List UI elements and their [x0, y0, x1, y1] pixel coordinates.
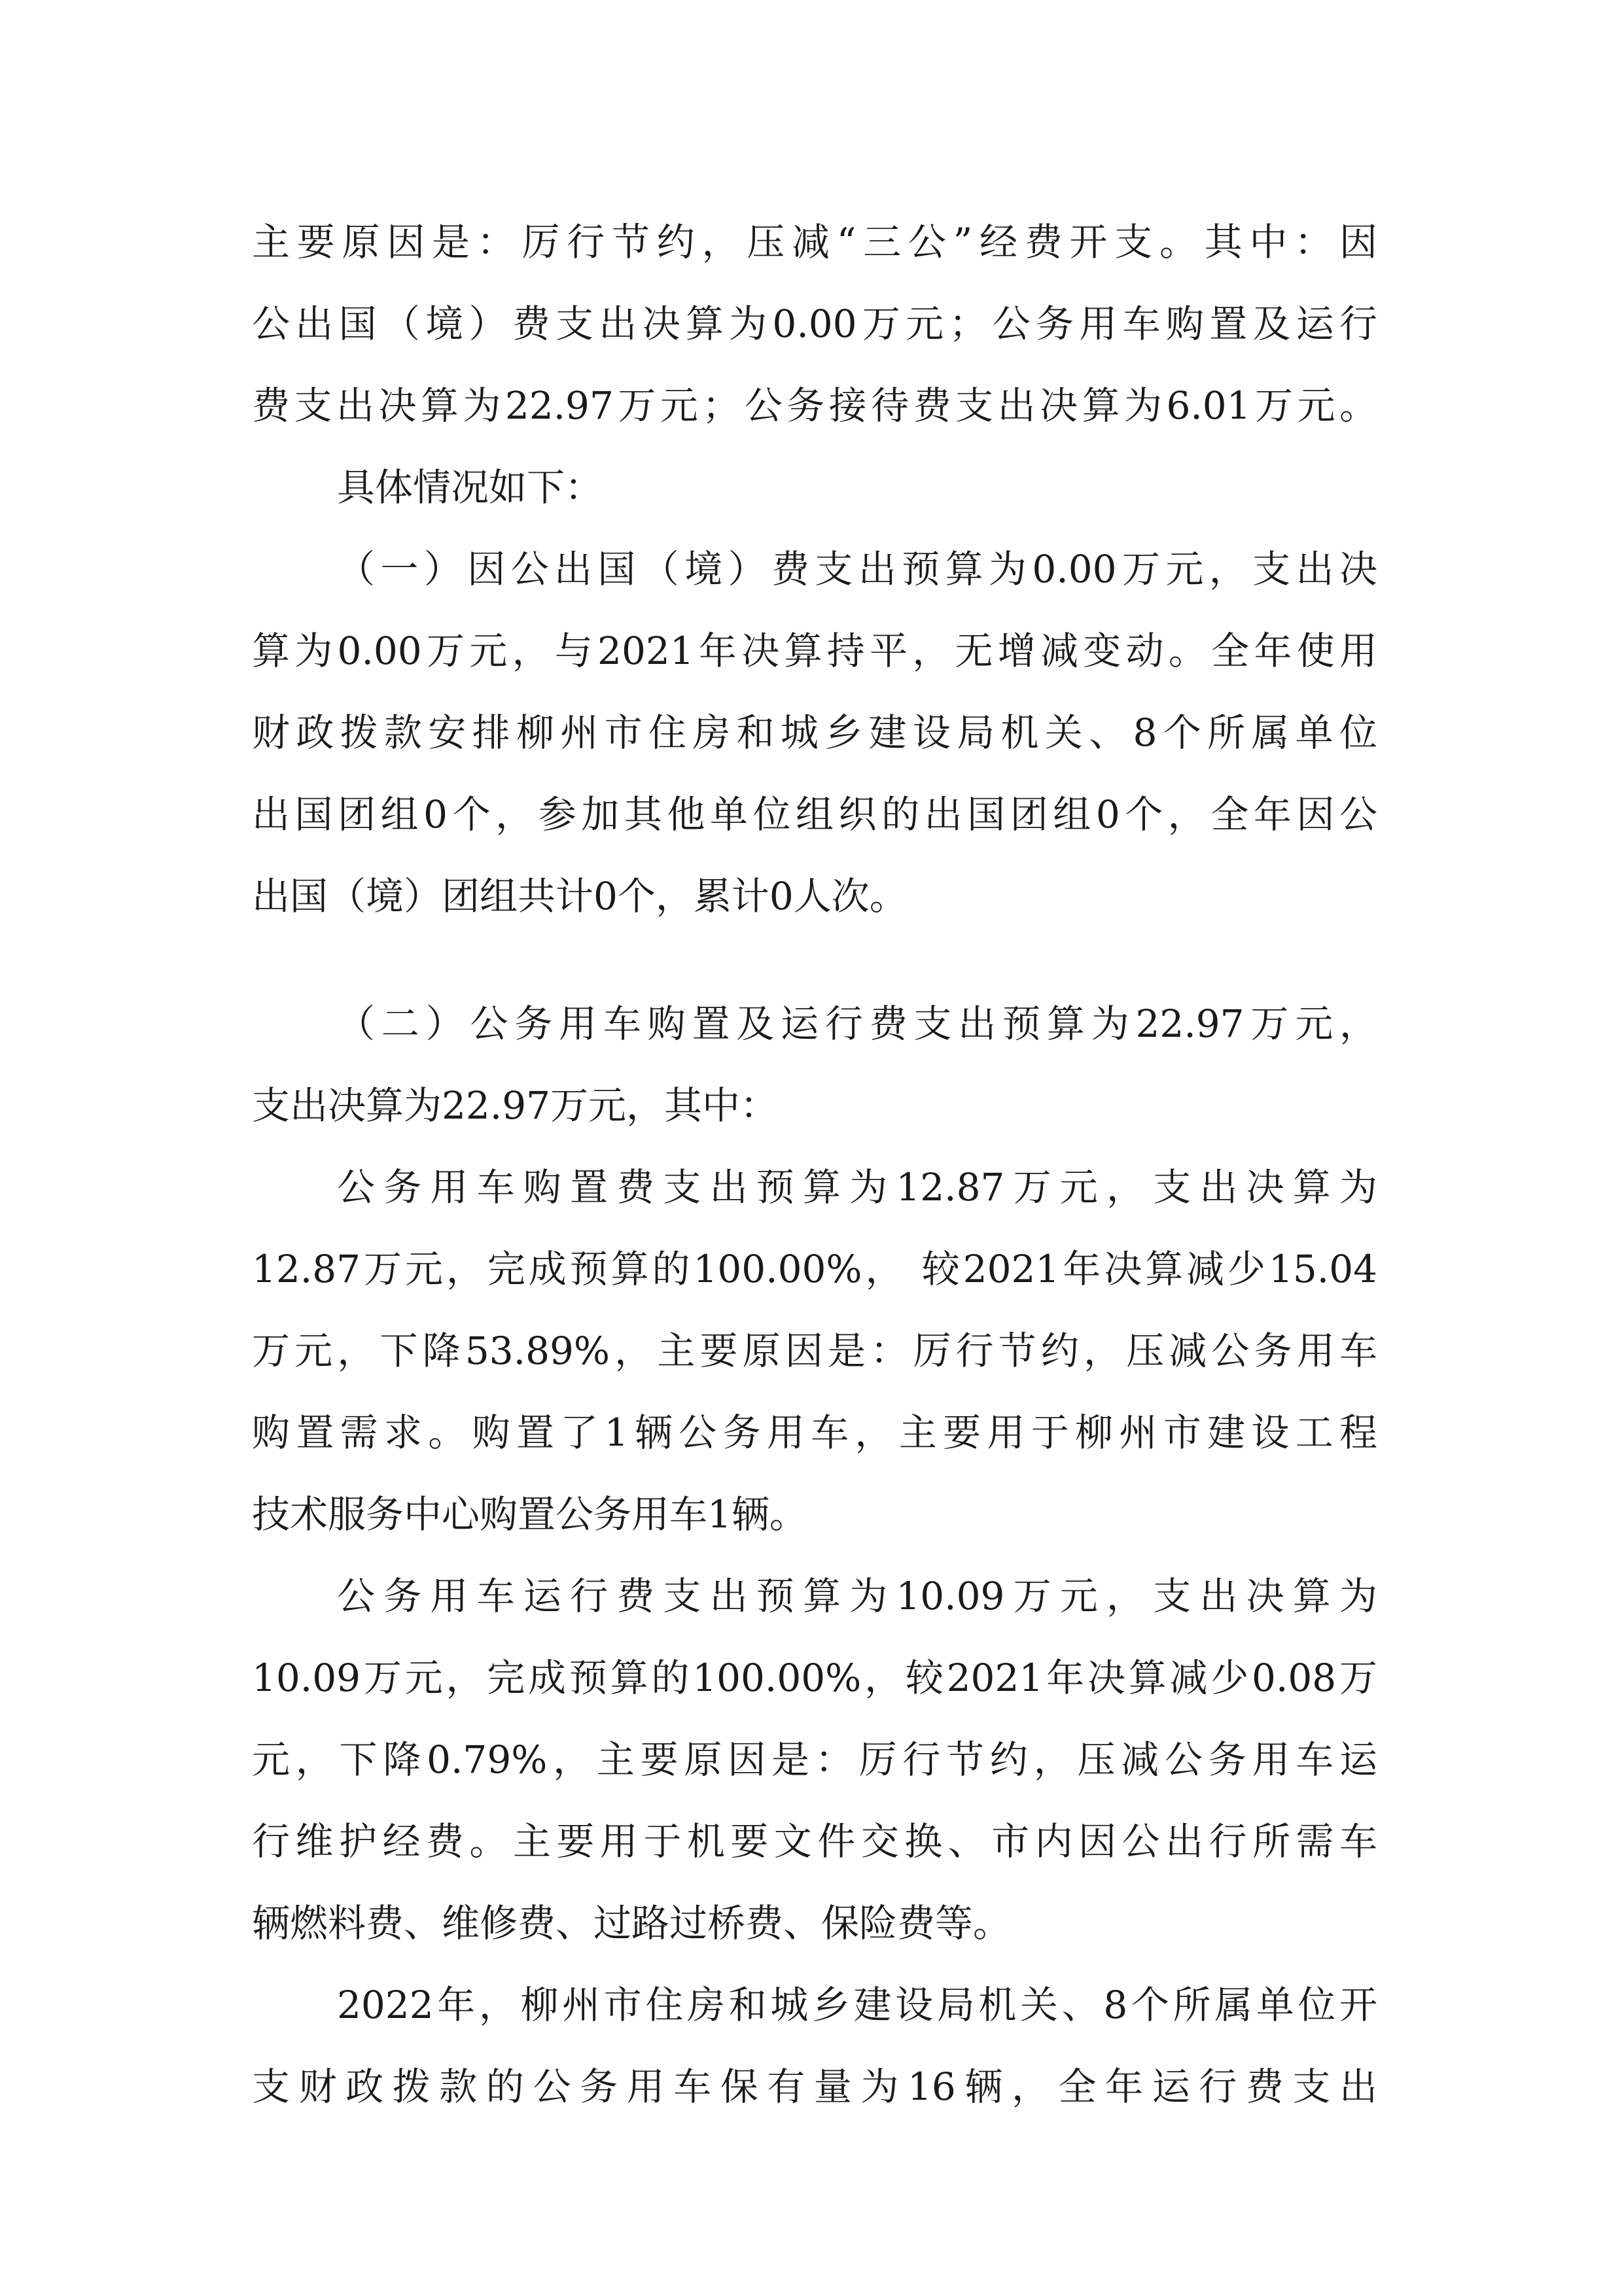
paragraph-line: （一）因公出国（境）费支出预算为0.00万元，支出决: [337, 547, 1377, 591]
paragraph-line: 主要原因是：厉行节约，压减“三公”经费开支。其中：因: [252, 220, 1377, 264]
paragraph-line: 支财政拨款的公务用车保有量为16辆，全年运行费支出: [252, 2064, 1377, 2109]
paragraph-line: 算为0.00万元，与2021年决算持平，无增减变动。全年使用: [252, 629, 1377, 673]
paragraph-line: 公务用车购置费支出预算为12.87万元，支出决算为: [337, 1165, 1377, 1209]
paragraph-line: 12.87万元，完成预算的100.00%， 较2021年决算减少15.04: [252, 1247, 1377, 1291]
paragraph-line: 具体情况如下：: [337, 465, 603, 510]
paragraph-line: 费支出决算为22.97万元；公务接待费支出决算为6.01万元。: [252, 383, 1377, 428]
paragraph-line: 支出决算为22.97万元，其中：: [252, 1083, 779, 1128]
paragraph-line: 2022年，柳州市住房和城乡建设局机关、8个所属单位开: [337, 1983, 1377, 2027]
paragraph-line: 购置需求。购置了1辆公务用车，主要用于柳州市建设工程: [252, 1410, 1377, 1455]
paragraph-line: （二）公务用车购置及运行费支出预算为22.97万元，: [337, 1001, 1377, 1046]
paragraph-line: 辆燃料费、维修费、过路过桥费、保险费等。: [252, 1901, 1012, 1945]
paragraph-line: 元，下降0.79%，主要原因是：厉行节约，压减公务用车运: [252, 1737, 1377, 1782]
paragraph-line: 公出国（境）费支出决算为0.00万元；公务用车购置及运行: [252, 302, 1377, 346]
paragraph-line: 出国（境）团组共计0个，累计0人次。: [252, 874, 908, 918]
paragraph-line: 财政拨款安排柳州市住房和城乡建设局机关、8个所属单位: [252, 710, 1377, 755]
paragraph-line: 行维护经费。主要用于机要文件交换、市内因公出行所需车: [252, 1819, 1377, 1864]
paragraph-line: 技术服务中心购置公务用车1辆。: [252, 1492, 807, 1537]
paragraph-line: 公务用车运行费支出预算为10.09万元，支出决算为: [337, 1574, 1377, 1618]
paragraph-line: 出国团组0个，参加其他单位组织的出国团组0个，全年因公: [252, 792, 1377, 837]
paragraph-line: 10.09万元，完成预算的100.00%，较2021年决算减少0.08万: [252, 1656, 1377, 1700]
paragraph-line: 万元，下降53.89%，主要原因是：厉行节约，压减公务用车: [252, 1329, 1377, 1373]
